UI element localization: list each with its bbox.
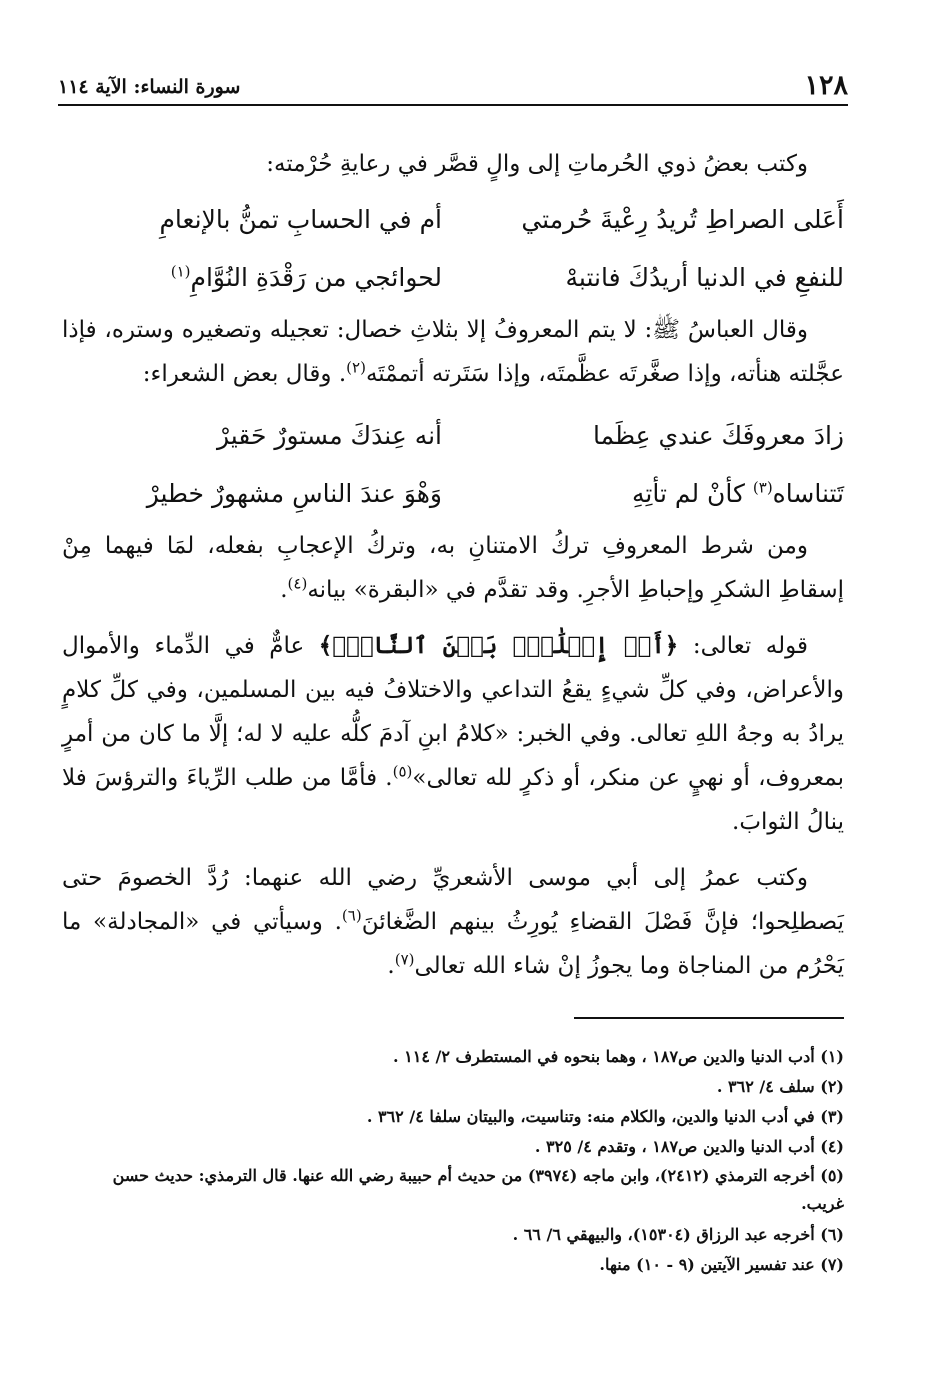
paragraph-5-mid: . وسيأتي في «المجادلة» ما يَحْرُم من المناجاة وما يجوزُ إنْ شاء الله تعالى: [62, 909, 844, 979]
paragraph-4-lead: قوله تعالى:: [678, 633, 808, 659]
verse-2-second-text: لحوائجي من رَقْدَةِ النُوَّامِ: [190, 263, 442, 292]
footnote-ref-3[interactable]: (٣): [752, 478, 773, 497]
paragraph-3: ومن شرط المعروفِ تركُ الامتنانِ به، وتركُ الإعجابِ بفعله، لمَا فيهما مِنْ إسقاطِ الشكرِ وإحباطِ الأجرِ. وقد تقدَّم في «البقرة» بيانه$^{(٤)}$.: [62, 533, 844, 603]
verse-1-first-hemistich: أَعَلى الصراطِ تُريدُ رِعْيةَ حُرمتي: [521, 205, 844, 234]
verse-4-first-text: تَتناساه: [772, 479, 844, 508]
paragraph-2: [62, 308, 844, 396]
footnote-ref-7[interactable]: (٧): [394, 950, 415, 969]
paragraph-2-tail: . وقال بعض الشعراء:: [142, 361, 347, 387]
verse-3-first-hemistich: زادَ معروفَكَ عندي عِظَما: [593, 421, 844, 450]
verse-line-3: [62, 408, 844, 464]
verse-2-first-hemistich: للنفعِ في الدنيا أريدُكَ فانتبهْ: [565, 263, 844, 292]
footnote-5: (٥) أخرجه الترمذي (٢٤١٢)، وابن ماجه (٣٩٧٤) من حديث أم حبيبة رضي الله عنها. قال الترمذي: حديث حسن غريب.: [112, 1166, 844, 1213]
verse-line-1: [62, 192, 844, 248]
footnote-ref-4[interactable]: (٤): [287, 574, 308, 593]
verse-4-first-tail: كأنْ لم تأتِهِ: [631, 479, 753, 508]
page-number: ١٢٨: [804, 70, 848, 101]
page-header: [58, 68, 848, 106]
verse-2-second-hemistich: [62, 256, 442, 300]
verse-4-first-hemistich: [484, 472, 844, 516]
running-head: سورة النساء: الآية ١١٤: [58, 76, 241, 98]
footnote-7: (٧) عند تفسير الآيتين (٩ - ١٠) منها.: [599, 1255, 844, 1274]
verse-line-4: [62, 466, 844, 522]
footnote-ref-2[interactable]: (٢): [346, 358, 366, 377]
paragraph-1: وكتب بعضُ ذوي الحُرماتِ إلى والٍ قصَّر في رعايةِ حُرْمته:: [266, 151, 808, 177]
paragraph-4-text: عامٌّ في الدِّماء والأموال والأعراض، وفي كلِّ شيءٍ يقعُ التداعي والاختلافُ فيه بين المسلمين، وفي كلِّ كلامٍ يرادُ به وجهُ اللهِ تعالى. وفي الخبر: «كلامُ ابنِ آدمَ كلُّه عليه لا له؛ إلَّا ما كان من أمرٍ بمعروف، أو نهيٍ عن منكر، أو ذكرٍ لله تعالى»: [62, 633, 844, 791]
footnotes: [72, 1042, 844, 1280]
verse-4-second-hemistich: وَهْوَ عندَ الناسِ مشهورٌ خطيرْ: [146, 479, 442, 508]
footnote-3: (٣) في أدب الدنيا والدين، والكلام منه: وتناسيت، والبيتان سلفا ٤/ ٣٦٢ .: [366, 1107, 844, 1126]
footnote-ref-1[interactable]: (١): [170, 262, 191, 281]
paragraph-4: [62, 624, 844, 844]
paragraph-5: [62, 856, 844, 988]
footnote-2: (٢) سلف ٤/ ٣٦٢ .: [716, 1077, 844, 1096]
footnote-4: (٤) أدب الدنيا والدين ص١٨٧ ، وتقدم ٤/ ٣٢٥ .: [534, 1137, 844, 1156]
paragraph-5-text: وكتب عمرُ إلى أبي موسى الأشعريِّ رضي الله عنهما: رُدَّ الخصومَ حتى يَصطلِحوا؛ فإنَّ فَصْلَ القضاءِ يُورِثُ بينهم الضَّغائنَ: [62, 865, 844, 935]
verse-line-2: [62, 250, 844, 306]
footnote-6: (٦) أخرجه عبد الرزاق (١٥٣٠٤)، والبيهقي ٦/ ٦٦ .: [512, 1225, 844, 1244]
quran-quote: ﴿أَوۡ إِصۡلَٰحِۭ بَيۡنَ ٱلنَّاسِۚ﴾: [318, 632, 679, 659]
paragraph-4-tail: . فأمَّا من طلب الرِّياءَ والترؤسَ فلا ينالُ الثوابَ.: [62, 765, 844, 835]
paragraph-2-text: وقال العباسُ ﷺ: لا يتم المعروفُ إلا بثلاثِ خصال: تعجيله وتصغيره وستره، فإذا عجَّلته هنأته، وإذا صغَّرتَه عظَّمتَه، وإذا سَتَرته أتممْتَه: [62, 317, 844, 387]
verse-3-second-hemistich: أنه عِندَكَ مستورٌ حَقيرْ: [217, 421, 442, 450]
footnote-1: (١) أدب الدنيا والدين ص١٨٧ ، وهما بنحوه في المستطرف ٢/ ١١٤ .: [393, 1047, 844, 1066]
main-text: [62, 142, 844, 1000]
footnote-divider: [574, 1017, 844, 1019]
footnote-ref-5[interactable]: (٥): [392, 762, 413, 781]
paragraph-3-text: ومن شرط المعروفِ تركُ الامتنانِ به، وتركُ الإعجابِ بفعله، لمَا فيهما مِنْ إسقاطِ الشكرِ وإحباطِ الأجرِ. وقد تقدَّم في «البقرة» بيانه: [62, 533, 844, 603]
verse-1-second-hemistich: أم في الحسابِ تمنُّ بالإنعامِ: [159, 205, 442, 234]
footnote-ref-6[interactable]: (٦): [341, 906, 362, 925]
paragraph-5-end: .: [387, 953, 395, 979]
